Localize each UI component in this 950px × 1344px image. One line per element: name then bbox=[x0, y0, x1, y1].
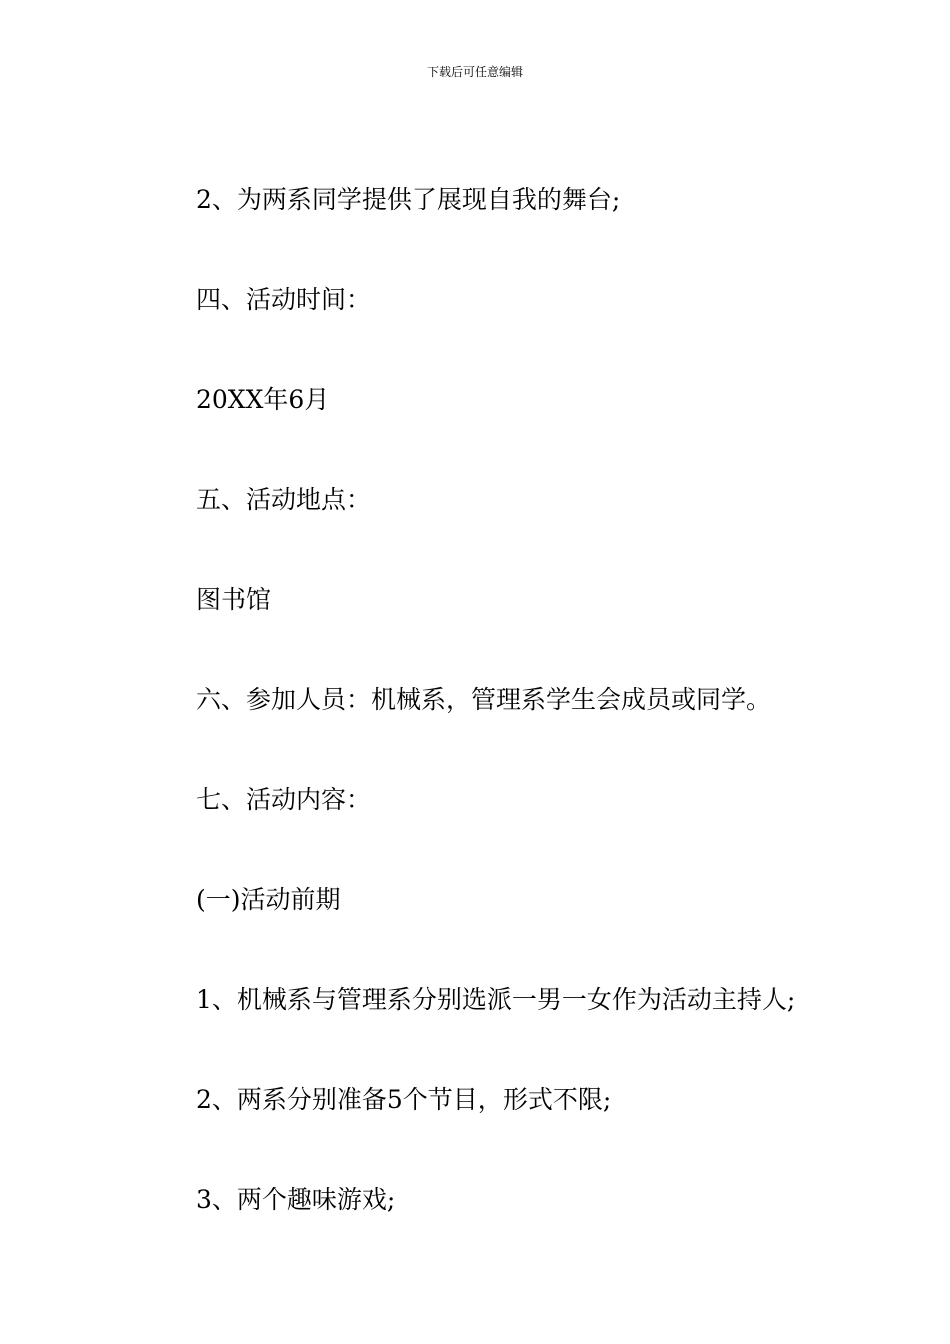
text-line: 2、为两系同学提供了展现自我的舞台; bbox=[196, 185, 621, 214]
text-line: 2、两系分别准备5个节目，形式不限; bbox=[196, 1085, 612, 1114]
page-header: 下载后可任意编辑 bbox=[426, 65, 523, 79]
text-line: 1、机械系与管理系分别选派一男一女作为活动主持人; bbox=[196, 985, 796, 1014]
section-heading-participants: 六、参加人员：机械系，管理系学生会成员或同学。 bbox=[196, 685, 772, 714]
subsection-heading: (一)活动前期 bbox=[196, 885, 341, 914]
text-line: 3、两个趣味游戏; bbox=[196, 1185, 396, 1214]
section-heading-location: 五、活动地点： bbox=[196, 485, 372, 514]
text-line: 图书馆 bbox=[196, 585, 272, 614]
section-heading-content: 七、活动内容： bbox=[196, 785, 372, 814]
text-line: 20XX年6月 bbox=[196, 385, 330, 414]
section-heading-time: 四、活动时间： bbox=[196, 285, 372, 314]
document-body bbox=[196, 180, 876, 1280]
